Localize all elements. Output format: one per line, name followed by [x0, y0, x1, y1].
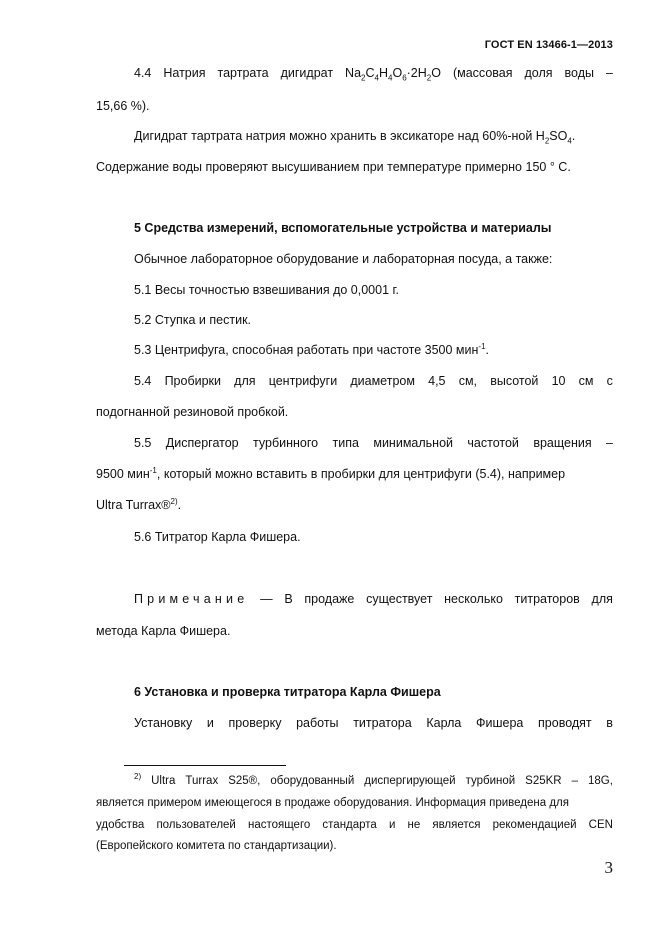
word: пользователей: [156, 819, 236, 831]
item-5-6: 5.6 Титратор Карла Фишера.: [134, 530, 301, 544]
word: см: [578, 374, 594, 388]
word: В: [284, 592, 293, 606]
word: высотой: [490, 374, 539, 388]
note-line2: метода Карла Фишера.: [96, 624, 231, 638]
item-4-4-line1: [134, 66, 613, 83]
word: настоящего: [247, 819, 311, 831]
word: вращения: [533, 436, 592, 450]
page-number: 3: [604, 858, 613, 877]
word: –: [606, 436, 613, 450]
word: стандарта: [322, 819, 377, 831]
section-6-line1: [134, 716, 613, 730]
word: существует: [366, 592, 433, 606]
word: и: [206, 716, 214, 730]
word: (массовая: [452, 66, 513, 80]
word: Натрия: [163, 66, 206, 80]
word: CEN: [588, 819, 613, 831]
item-5-3: 5.3 Центрифуга, способная работать при частоте 3500 мин$^{-1}$.: [134, 341, 490, 357]
note-line1: [134, 592, 613, 606]
word: S25®,: [228, 775, 261, 787]
word: работы: [296, 716, 339, 730]
item-5-4-line2: подогнанной резиновой пробкой.: [96, 405, 289, 419]
storage-line2: Содержание воды проверяют высушиванием при температуре примерно 150 ° С.: [96, 160, 571, 174]
word: титратора: [353, 716, 412, 730]
word: Ultra: [151, 775, 176, 787]
word: минимальной: [373, 436, 454, 450]
footnote-separator: [124, 765, 286, 766]
word: Установку: [134, 716, 193, 730]
footnote-ref[interactable]: 2): [170, 496, 178, 506]
item-5-4-line1: [134, 374, 613, 388]
word: 18G,: [588, 775, 613, 787]
footnote-line1: [134, 772, 613, 787]
word: диспергирующей: [364, 775, 456, 787]
word: не: [407, 819, 421, 831]
word: частотой: [467, 436, 519, 450]
word: см,: [458, 374, 478, 388]
word: —: [260, 592, 273, 606]
word: тартрата: [217, 66, 269, 80]
item-5-5-line2: 9500 мин$^{-1}$, который можно вставить в пробирки для центрифуги (5.4), например: [96, 465, 566, 481]
word: Пробирки: [164, 374, 221, 388]
item-5-5-line1: [134, 436, 613, 450]
word: центрифуги: [268, 374, 338, 388]
word: турбинного: [253, 436, 319, 450]
word: рекомендацией: [492, 819, 577, 831]
footnote-line2: является примером имеющегося в продаже оборудования. Информация приведена для: [96, 797, 569, 809]
word: оборудованный: [270, 775, 355, 787]
word: в: [606, 716, 613, 730]
item-5-5-line3: Ultra Turrax®$^{2)}$.: [96, 496, 182, 512]
footnote-marker: 2): [134, 772, 142, 782]
word: проверку: [228, 716, 282, 730]
chemical-formula: $Na_2C_4H_4O_6\cdot 2H_2O$: [345, 66, 441, 83]
word: для: [234, 374, 256, 388]
word: Карла: [426, 716, 462, 730]
word: –: [571, 775, 579, 787]
word: доля: [524, 66, 553, 80]
standard-header: ГОСТ EN 13466-1—2013: [484, 39, 613, 51]
word: 5.4: [134, 374, 152, 388]
word: с: [606, 374, 613, 388]
word: несколько: [444, 592, 503, 606]
word: типа: [332, 436, 359, 450]
word: S25KR: [525, 775, 562, 787]
word: проводят: [538, 716, 592, 730]
word: турбиной: [465, 775, 516, 787]
word: для: [591, 592, 613, 606]
word: Фишера: [476, 716, 524, 730]
section-6-heading: 6 Установка и проверка титратора Карла Фишера: [134, 685, 441, 699]
word: Turrax: [185, 775, 219, 787]
word: Диспергатор: [165, 436, 239, 450]
item-5-2: 5.2 Ступка и пестик.: [134, 313, 252, 327]
item-4-4-number: 4.4: [134, 66, 152, 80]
section-5-intro: Обычное лабораторное оборудование и лабораторная посуда, а также:: [134, 252, 553, 266]
word: титраторов: [514, 592, 580, 606]
word: воды: [564, 66, 594, 80]
word: 5.5: [134, 436, 152, 450]
word: дигидрат: [280, 66, 334, 80]
word: и: [388, 819, 396, 831]
word: является: [432, 819, 481, 831]
word: 10: [551, 374, 566, 388]
word: –: [605, 66, 613, 80]
word: 4,5: [428, 374, 446, 388]
note-label: Примечание: [134, 592, 249, 606]
item-5-1: 5.1 Весы точностью взвешивания до 0,0001 г.: [134, 283, 400, 297]
item-4-4-line2: 15,66 %).: [96, 99, 150, 113]
word: диаметром: [350, 374, 415, 388]
storage-line1: Дигидрат тартрата натрия можно хранить в эксикаторе над 60%-ной $H_2SO_4$.: [134, 129, 576, 146]
word: удобства: [96, 819, 145, 831]
footnote-line3: [96, 819, 613, 831]
word: продаже: [304, 592, 355, 606]
footnote-line4: (Европейского комитета по стандартизации).: [96, 840, 337, 852]
section-5-heading: 5 Средства измерений, вспомогательные устройства и материалы: [134, 221, 552, 235]
